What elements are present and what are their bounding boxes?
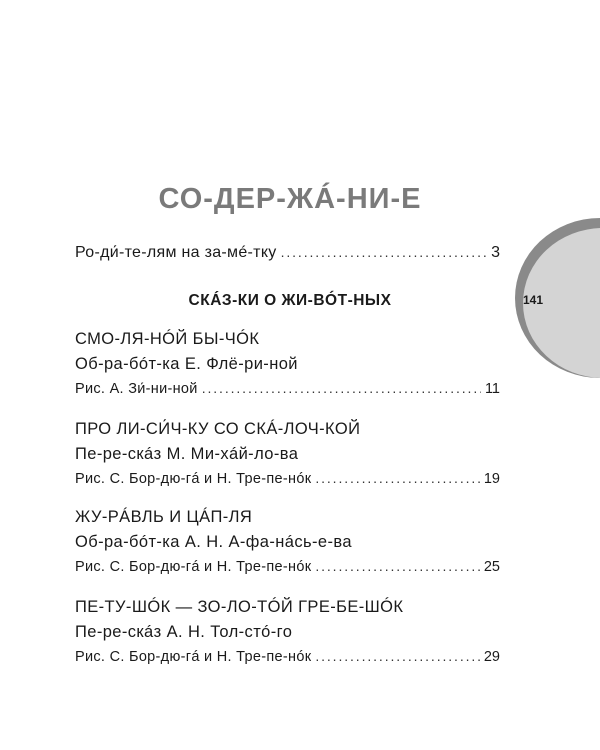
leader-dots bbox=[202, 380, 481, 396]
toc-entry-subtitle: Об-ра-бóт-ка Е. Флё-ри-ной bbox=[75, 355, 298, 373]
toc-entry-page: 19 bbox=[483, 471, 500, 487]
toc-entry-illustrator: Рис. С. Бор-дю-гá и Н. Тре-пе-нóк bbox=[75, 649, 312, 665]
toc-entry-illustrator-row[interactable] bbox=[75, 470, 500, 487]
leader-dots bbox=[315, 558, 480, 574]
toc-entry-intro-page: 3 bbox=[491, 244, 500, 261]
toc-entry-illustrator: Рис. С. Бор-дю-гá и Н. Тре-пе-нóк bbox=[75, 559, 312, 575]
toc-entry-illustrator: Рис. А. Зи́-ни-ной bbox=[75, 381, 198, 397]
contents-title: СО-ДЕР-ЖÁ-НИ-Е bbox=[158, 183, 422, 215]
toc-entry-title[interactable]: СМО-ЛЯ-НÓЙ БЫ-ЧÓК bbox=[75, 330, 260, 348]
toc-entry-page: 25 bbox=[483, 559, 500, 575]
section-heading: СКÁЗ-КИ О ЖИ-ВÓТ-НЫХ bbox=[188, 292, 392, 309]
toc-entry-illustrator: Рис. С. Бор-дю-гá и Н. Тре-пе-нóк bbox=[75, 471, 312, 487]
leader-dots bbox=[281, 244, 488, 260]
toc-entry-page: 11 bbox=[484, 381, 500, 397]
toc-entry-illustrator-row[interactable] bbox=[75, 648, 500, 665]
toc-entry-title[interactable]: ЖУ-РÁВЛЬ И ЦÁП-ЛЯ bbox=[75, 508, 253, 526]
toc-entry-page: 29 bbox=[483, 649, 500, 665]
toc-entry-intro-text: Ро-ди́-те-лям на за-мé-тку bbox=[75, 244, 277, 261]
toc-entry-illustrator-row[interactable] bbox=[75, 558, 500, 575]
toc-entry-subtitle: Пе-ре-скáз А. Н. Тол-стó-го bbox=[75, 623, 293, 641]
toc-entry-title[interactable]: ПЕ-ТУ-ШÓК — ЗО-ЛО-TÓЙ ГРЕ-БЕ-ШÓК bbox=[75, 598, 404, 616]
leader-dots bbox=[315, 648, 480, 664]
toc-entry-subtitle: Пе-ре-скáз М. Ми-хáй-ло-ва bbox=[75, 445, 299, 463]
page-number: 141 bbox=[522, 293, 544, 307]
toc-entry-intro[interactable] bbox=[75, 244, 500, 262]
toc-entry-title[interactable]: ПРО ЛИ-СИ́Ч-КУ СО СКÁ-ЛОЧ-КОЙ bbox=[75, 420, 361, 438]
toc-entry-illustrator-row[interactable] bbox=[75, 380, 500, 397]
toc-entry-subtitle: Об-ра-бóт-ка А. Н. А-фа-нáсь-е-ва bbox=[75, 533, 352, 551]
page-tab bbox=[515, 218, 600, 378]
leader-dots bbox=[315, 470, 480, 486]
